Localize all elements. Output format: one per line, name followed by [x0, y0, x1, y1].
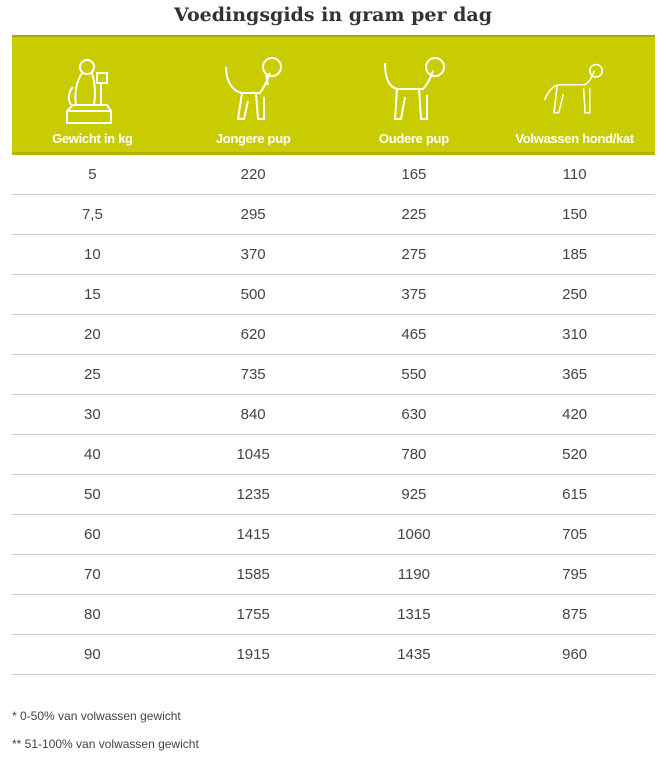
table-cell: 110: [562, 166, 587, 183]
table-cell: 1755: [236, 606, 270, 623]
table-cell: 20: [84, 326, 101, 343]
table-cell: 15: [84, 286, 101, 303]
table-cell: 295: [240, 206, 266, 223]
table-body: [12, 155, 655, 675]
young-puppy-icon: [218, 53, 288, 129]
column-header-young-pup: [173, 37, 334, 152]
table-cell: 220: [240, 166, 266, 183]
table-cell: 500: [240, 286, 266, 303]
footnote: ** 51-100% van volwassen gewicht: [12, 737, 199, 751]
table-cell: 50: [84, 486, 101, 503]
column-header-weight: [12, 37, 173, 152]
table-row: [12, 635, 655, 675]
table-cell: 960: [562, 646, 588, 663]
table-cell: 185: [562, 246, 588, 263]
table-header: [12, 35, 655, 155]
table-row: [12, 595, 655, 635]
table-row: [12, 515, 655, 555]
table-cell: 1435: [397, 646, 431, 663]
table-row: [12, 155, 655, 195]
table-cell: 780: [401, 446, 427, 463]
table-cell: 1415: [236, 526, 270, 543]
table-cell: 225: [401, 206, 427, 223]
table-cell: 375: [401, 286, 427, 303]
table-row: [12, 555, 655, 595]
table-cell: 275: [401, 246, 427, 263]
column-label: Gewicht in kg: [52, 131, 133, 146]
column-label: Oudere pup: [378, 131, 449, 146]
older-puppy-icon: [379, 53, 449, 129]
table-cell: 30: [84, 406, 101, 423]
column-label: Jongere pup: [215, 131, 291, 146]
table-cell: 1585: [236, 566, 270, 583]
table-cell: 925: [401, 486, 427, 503]
table-cell: 1190: [397, 566, 430, 583]
table-cell: 365: [562, 366, 588, 383]
table-cell: 25: [84, 366, 101, 383]
page-title: Voedingsgids in gram per dag: [173, 4, 492, 26]
table-cell: 310: [562, 326, 588, 343]
table-cell: 615: [562, 486, 588, 503]
table-cell: 630: [401, 406, 427, 423]
table-cell: 40: [84, 446, 101, 463]
table-cell: 10: [84, 246, 101, 263]
table-cell: 620: [240, 326, 266, 343]
table-cell: 90: [84, 646, 101, 663]
column-header-older-pup: [334, 37, 495, 152]
table-cell: 150: [562, 206, 588, 223]
table-cell: 420: [562, 406, 588, 423]
table-row: [12, 435, 655, 475]
table-cell: 7,5: [81, 206, 103, 223]
table-cell: 1060: [397, 526, 431, 543]
table-cell: 1045: [236, 446, 270, 463]
table-cell: 165: [401, 166, 427, 183]
table-cell: 250: [562, 286, 588, 303]
dog-on-scale-icon: [57, 53, 127, 129]
table-cell: 80: [84, 606, 101, 623]
table-row: [12, 395, 655, 435]
table-cell: 875: [562, 606, 588, 623]
table-cell: 795: [562, 566, 588, 583]
table-row: [12, 315, 655, 355]
column-label: Volwassen hond/kat: [515, 131, 634, 146]
table-cell: 370: [240, 246, 266, 263]
table-cell: 1315: [397, 606, 431, 623]
table-cell: 465: [401, 326, 427, 343]
table-cell: 1235: [236, 486, 270, 503]
table-row: [12, 275, 655, 315]
table-cell: 70: [84, 566, 101, 583]
table-row: [12, 355, 655, 395]
table-cell: 840: [240, 406, 266, 423]
table-cell: 520: [562, 446, 588, 463]
table-row: [12, 195, 655, 235]
table-cell: 5: [88, 166, 97, 183]
table-row: [12, 235, 655, 275]
table-row: [12, 475, 655, 515]
table-cell: 735: [240, 366, 266, 383]
footnote: * 0-50% van volwassen gewicht: [12, 709, 181, 723]
table-cell: 60: [84, 526, 101, 543]
column-header-adult: [494, 37, 655, 152]
feeding-table: [12, 35, 655, 675]
table-cell: 550: [401, 366, 427, 383]
table-cell: 1915: [236, 646, 270, 663]
adult-dog-icon: [540, 53, 610, 129]
table-cell: 705: [562, 526, 588, 543]
